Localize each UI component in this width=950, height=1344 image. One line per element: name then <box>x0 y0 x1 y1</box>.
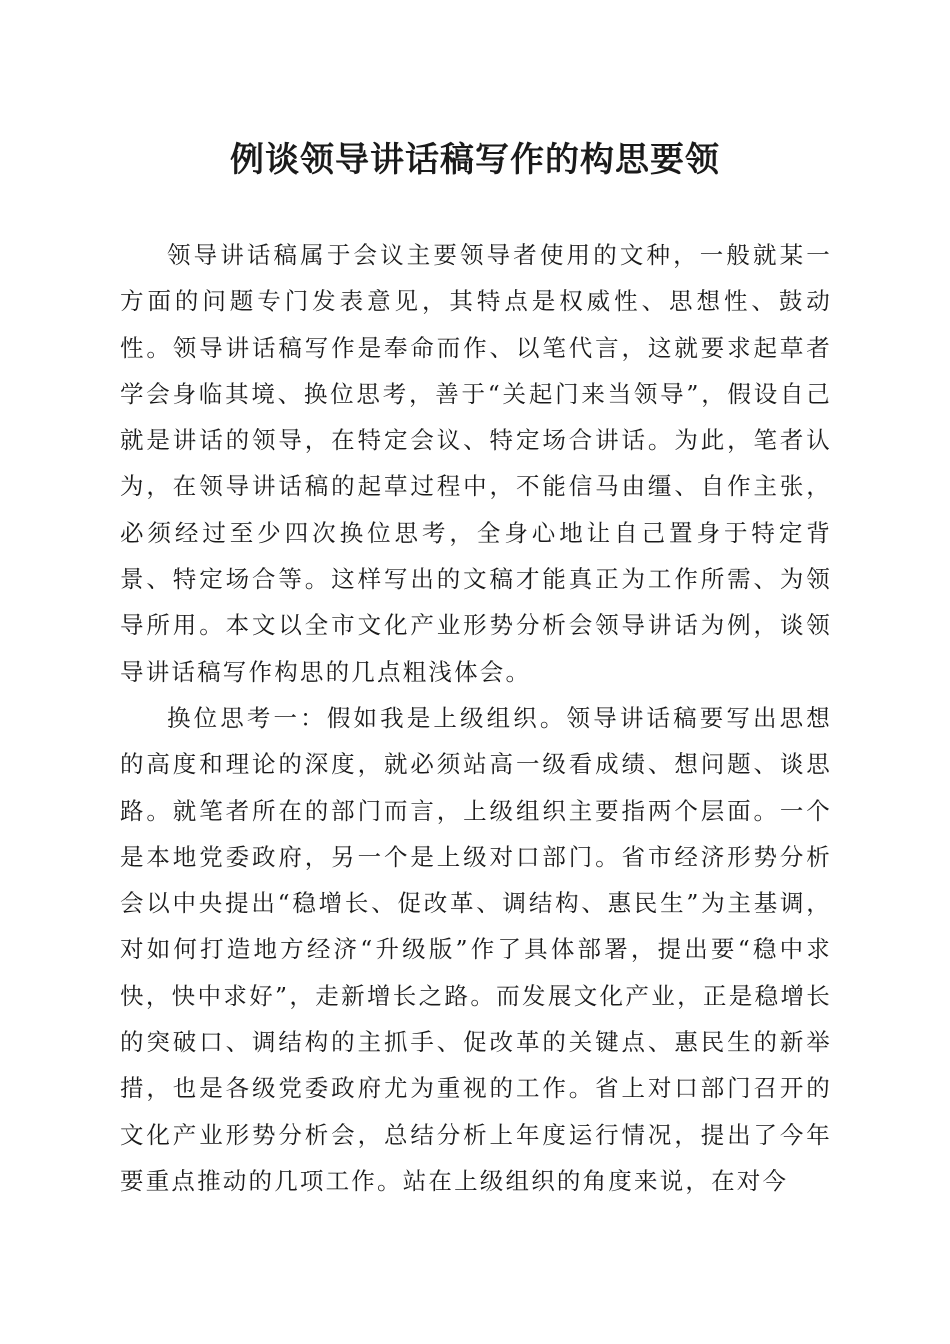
document-title: 例谈领导讲话稿写作的构思要领 <box>230 140 720 180</box>
paragraph-perspective-one: 换位思考一：假如我是上级组织。领导讲话稿要写出思想的高度和理论的深度，就必须站高一级看成绩、想问题、谈思路。就笔者所在的部门而言，上级组织主要指两个层面。一个是本地党委政府，另一个是上级对口部门。省市经济形势分析会以中央提出“稳增长、促改革、调结构、惠民生”为主基调，对如何打造地方经济“升级版”作了具体部署，提出要“稳中求快，快中求好”，走新增长之路。而发展文化产业，正是稳增长的突破口、调结构的主抓手、促改革的关键点、惠民生的新举措，也是各级党委政府尤为重视的工作。省上对口部门召开的文化产业形势分析会，总结分析上年度运行情况，提出了今年要重点推动的几项工作。站在上级组织的角度来说，在对今 <box>120 703 832 1195</box>
paragraph-intro: 领导讲话稿属于会议主要领导者使用的文种，一般就某一方面的问题专门发表意见，其特点是权威性、思想性、鼓动性。领导讲话稿写作是奉命而作、以笔代言，这就要求起草者学会身临其境、换位思考，善于“关起门来当领导”，假设自己就是讲话的领导，在特定会议、特定场合讲话。为此，笔者认为，在领导讲话稿的起草过程中，不能信马由缰、自作主张，必须经过至少四次换位思考，全身心地让自己置身于特定背景、特定场合等。这样写出的文稿才能真正为工作所需、为领导所用。本文以全市文化产业形势分析会领导讲话为例，谈领导讲话稿写作构思的几点粗浅体会。 <box>120 241 832 686</box>
document-body <box>120 232 832 1204</box>
